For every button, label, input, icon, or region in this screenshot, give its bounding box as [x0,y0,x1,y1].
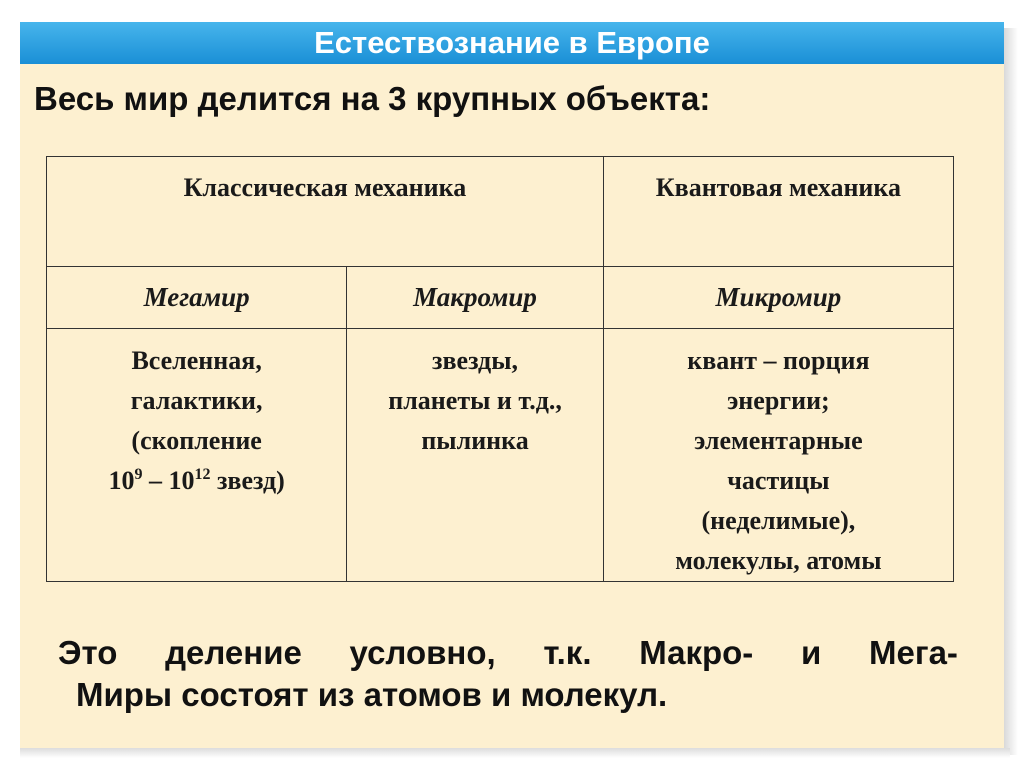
mega-stars: звезд) [210,466,285,495]
conclusion-line-1 [58,632,958,674]
slide-heading: Весь мир делится на 3 крупных объекта: [34,80,711,117]
mega-line: галактики, [130,386,263,415]
micro-line: частицы [727,466,830,495]
macro-line: звезды, [432,346,519,375]
cell-megaworld: Мегамир [47,267,347,329]
slide-shadow-bottom [20,748,1010,758]
mega-line: Вселенная, [131,346,262,375]
conclusion-word: Это [58,634,118,671]
table-row-worlds [47,267,954,329]
conclusion-word: деление [165,634,302,671]
macro-line: планеты и т.д., [388,386,562,415]
conclusion-word: Мега- [868,634,958,671]
cell-mega-objects [47,329,347,582]
mega-exponent-1: 9 [134,466,143,483]
conclusion-text [58,632,958,716]
worlds-table [46,156,954,582]
conclusion-word: условно, [349,634,496,671]
conclusion-word: т.к. [543,634,592,671]
micro-line: молекулы, атомы [675,546,882,575]
cell-microworld: Микромир [603,267,953,329]
slide-title: Естествознание в Европе [20,22,1004,64]
table-row-mechanics [47,157,954,267]
cell-macro-objects [347,329,604,582]
cell-macroworld: Макромир [347,267,604,329]
cell-quantum-mechanics: Квантовая механика [603,157,953,267]
mega-base-1: 10 [108,466,135,495]
table-row-objects [47,329,954,582]
micro-line: элементарные [694,426,863,455]
cell-classical-mechanics: Классическая механика [47,157,604,267]
micro-line: (неделимые), [701,506,856,535]
slide-shadow-right [1004,28,1018,755]
conclusion-word: Макро- [639,634,754,671]
mega-star-count [47,461,346,501]
conclusion-word: и [800,634,822,671]
mega-base-2: – 10 [142,466,195,495]
mega-line: (скопление [131,426,262,455]
cell-micro-objects [603,329,953,582]
macro-line: пылинка [421,426,529,455]
mega-exponent-2: 12 [194,466,211,483]
micro-line: энергии; [727,386,830,415]
conclusion-line-2: Миры состоят из атомов и молекул. [76,676,668,713]
micro-line: квант – порция [687,346,870,375]
